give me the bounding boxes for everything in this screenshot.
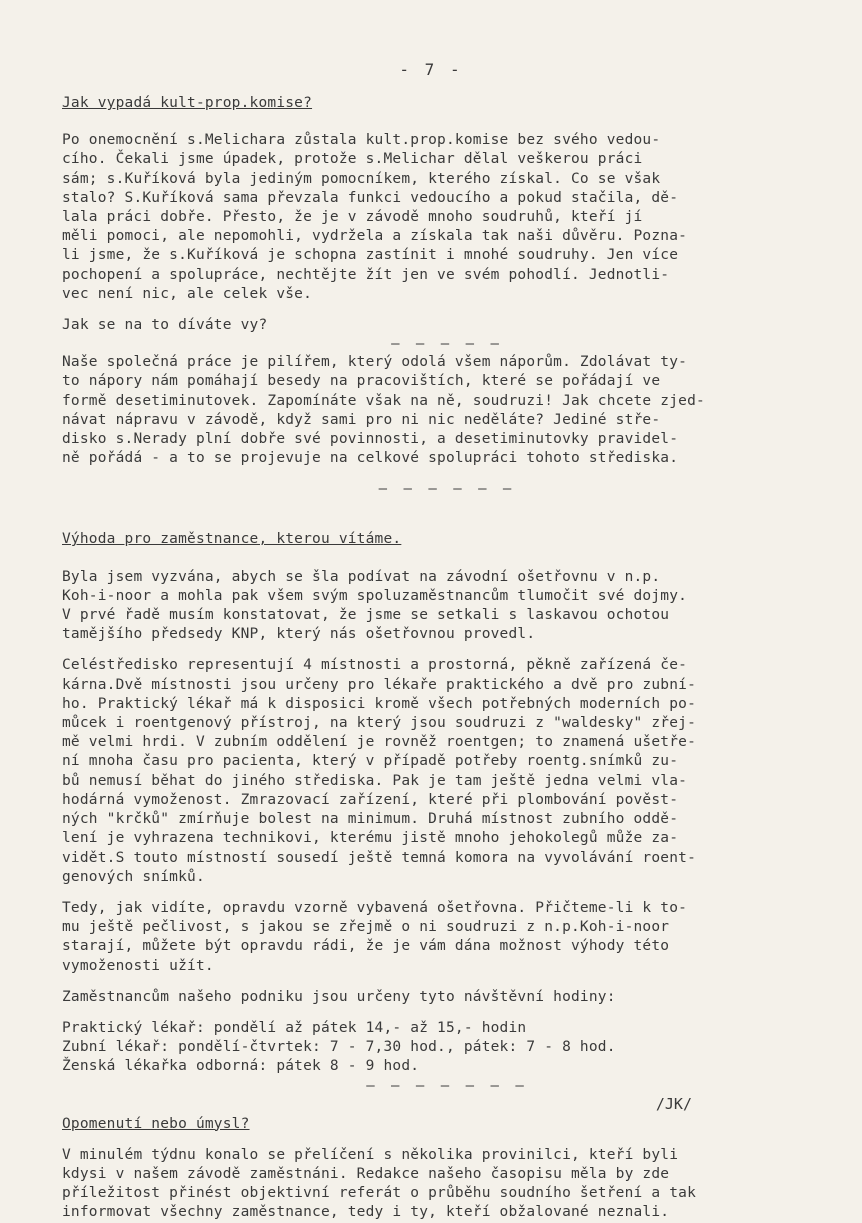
text-line: kdysi v našem závodě zaměstnáni. Redakce našeho časopisu měla by zde bbox=[62, 1165, 670, 1182]
section-heading: Jak vypadá kult-prop.komise? bbox=[62, 95, 313, 111]
text-line: hodárná vymoženost. Zmrazovací zařízení, které při plombování pověst- bbox=[62, 791, 679, 808]
text-line: Byla jsem vyzvána, abych se šla podívat na závodní ošetřovnu v n.p. bbox=[62, 568, 661, 585]
paragraph bbox=[62, 656, 832, 886]
paragraph bbox=[62, 1146, 832, 1223]
text-line: genových snímků. bbox=[62, 868, 205, 885]
text-line: Celéstředisko representují 4 místnosti a prostorná, pěkně zařízená če- bbox=[62, 657, 688, 674]
paragraph bbox=[62, 131, 832, 304]
text-line: starají, můžete být opravdu rádi, že je vám dána možnost výhody této bbox=[62, 938, 670, 955]
paragraph bbox=[62, 899, 832, 976]
text-line: pochopení a spolupráce, nechtějte žít jen ve svém pohodlí. Jednotli- bbox=[62, 266, 670, 283]
text-line: ní mnoha času pro pacienta, který v případě potřeby roentg.snímků zu- bbox=[62, 753, 679, 770]
text-line: V minulém týdnu konalo se přelíčení s několika provinilci, kteří byli bbox=[62, 1146, 679, 1163]
office-hours-list bbox=[62, 1019, 832, 1077]
text-line: V prvé řadě musím konstatovat, že jsme se setkali s laskavou ochotou bbox=[62, 607, 670, 624]
text-line: cího. Čekali jsme úpadek, protože s.Melichar dělal veškerou práci bbox=[62, 151, 643, 168]
text-line: Zaměstnancům našeho podniku jsou určeny tyto návštěvní hodiny: bbox=[62, 988, 616, 1005]
text-line: můcek i roentgenový přístroj, na který jsou soudruzi z "waldesky" zřej- bbox=[62, 715, 697, 732]
text-line: lala práci dobře. Přesto, že je v závodě mnoho soudruhů, kteří jí bbox=[62, 209, 643, 226]
text-line: bů nemusí běhat do jiného střediska. Pak je tam ještě jedna velmi vla- bbox=[62, 772, 688, 789]
text-line: disko s.Nerady plní dobře své povinnosti, a desetiminutovky pravidel- bbox=[62, 431, 679, 448]
text-line: Po onemocnění s.Melichara zůstala kult.prop.komise bez svého vedou- bbox=[62, 132, 661, 149]
section-heading: Výhoda pro zaměstnance, kterou vítáme. bbox=[62, 531, 402, 548]
text-line: ho. Praktický lékař má k disposici kromě všech potřebných moderních po- bbox=[62, 695, 697, 712]
text-line: ných "krčků" zmírňuje bolest na minimum. Druhá místnost zubního oddě- bbox=[62, 811, 679, 828]
separator-dashes: — — — — — bbox=[391, 336, 503, 353]
text-line: formě desetiminutovek. Zapomínáte však na ně, soudruzi! Jak chcete zjed- bbox=[62, 392, 705, 409]
document-body bbox=[62, 92, 832, 1223]
text-line: sám; s.Kuříková byla jediným pomocníkem, kterého získal. Co se však bbox=[62, 170, 661, 187]
separator-dashes: — — — — — — bbox=[378, 481, 516, 498]
author-signature: /JK/ bbox=[655, 1094, 692, 1113]
text-line: li jsme, že s.Kuříková je schopna zastínit i mnohé soudruhy. Jen více bbox=[62, 247, 679, 264]
paragraph bbox=[62, 353, 832, 468]
separator-dashes: — — — — — — — bbox=[366, 1077, 528, 1094]
text-line: Praktický lékař: pondělí až pátek 14,- až 15,- hodin bbox=[62, 1019, 527, 1036]
text-line: Zubní lékař: pondělí-čtvrtek: 7 - 7,30 hod., pátek: 7 - 8 hod. bbox=[62, 1039, 616, 1056]
section-heading: Opomenutí nebo úmysl? bbox=[62, 1115, 250, 1132]
text-line: Ženská lékařka odborná: pátek 8 - 9 hod. bbox=[62, 1058, 420, 1075]
text-line: ně pořádá - a to se projevuje na celkové spolupráci tohoto střediska. bbox=[62, 450, 679, 467]
paragraph bbox=[62, 568, 832, 645]
text-line: vec není nic, ale celek vše. bbox=[62, 285, 313, 302]
text-line: vymoženosti užít. bbox=[62, 957, 214, 974]
text-line: Koh-i-noor a mohla pak všem svým spoluzaměstnancům tlumočit své dojmy. bbox=[62, 587, 688, 604]
text-line: stalo? S.Kuříková sama převzala funkci vedoucího a pokud stačila, dě- bbox=[62, 189, 679, 206]
text-line: návat nápravu v závodě, když sami pro ni nic neděláte? Jediné stře- bbox=[62, 411, 661, 428]
page-number: - 7 - bbox=[399, 60, 463, 79]
text-line: příležitost přinést objektivní referát o průběhu soudního šetření a tak bbox=[62, 1185, 697, 1202]
text-line: měli pomoci, ale nepomohli, vydržela a získala tak naši důvěru. Pozna- bbox=[62, 228, 688, 245]
text-line: lení je vyhrazena technikovi, kterému jistě mnoho jehokolegů může za- bbox=[62, 830, 679, 847]
text-line: mu ještě pečlivost, s jakou se zřejmě o ni soudruzi z n.p.Koh-i-noor bbox=[62, 919, 670, 936]
text-line: tamějšího předsedy KNP, který nás ošetřovnou provedl. bbox=[62, 626, 536, 643]
text-line: informovat všechny zaměstnance, tedy i ty, kteří obžalované neznali. bbox=[62, 1204, 670, 1221]
text-line: kárna.Dvě místnosti jsou určeny pro lékaře praktického a dvě pro zubní- bbox=[62, 676, 697, 693]
text-line: Jak se na to díváte vy? bbox=[62, 317, 268, 334]
text-line: Naše společná práce je pilířem, který odolá všem náporům. Zdolávat ty- bbox=[62, 354, 688, 371]
text-line: vidět.S touto místností sousedí ještě temná komora na vyvolávání roent- bbox=[62, 849, 697, 866]
text-line: to nápory nám pomáhají besedy na pracovištích, které se pořádají ve bbox=[62, 373, 661, 390]
text-line: Tedy, jak vidíte, opravdu vzorně vybavená ošetřovna. Přičteme-li k to- bbox=[62, 899, 688, 916]
text-line: mě velmi hrdi. V zubním oddělení je rovněž roentgen; to znamená ušetře- bbox=[62, 734, 697, 751]
